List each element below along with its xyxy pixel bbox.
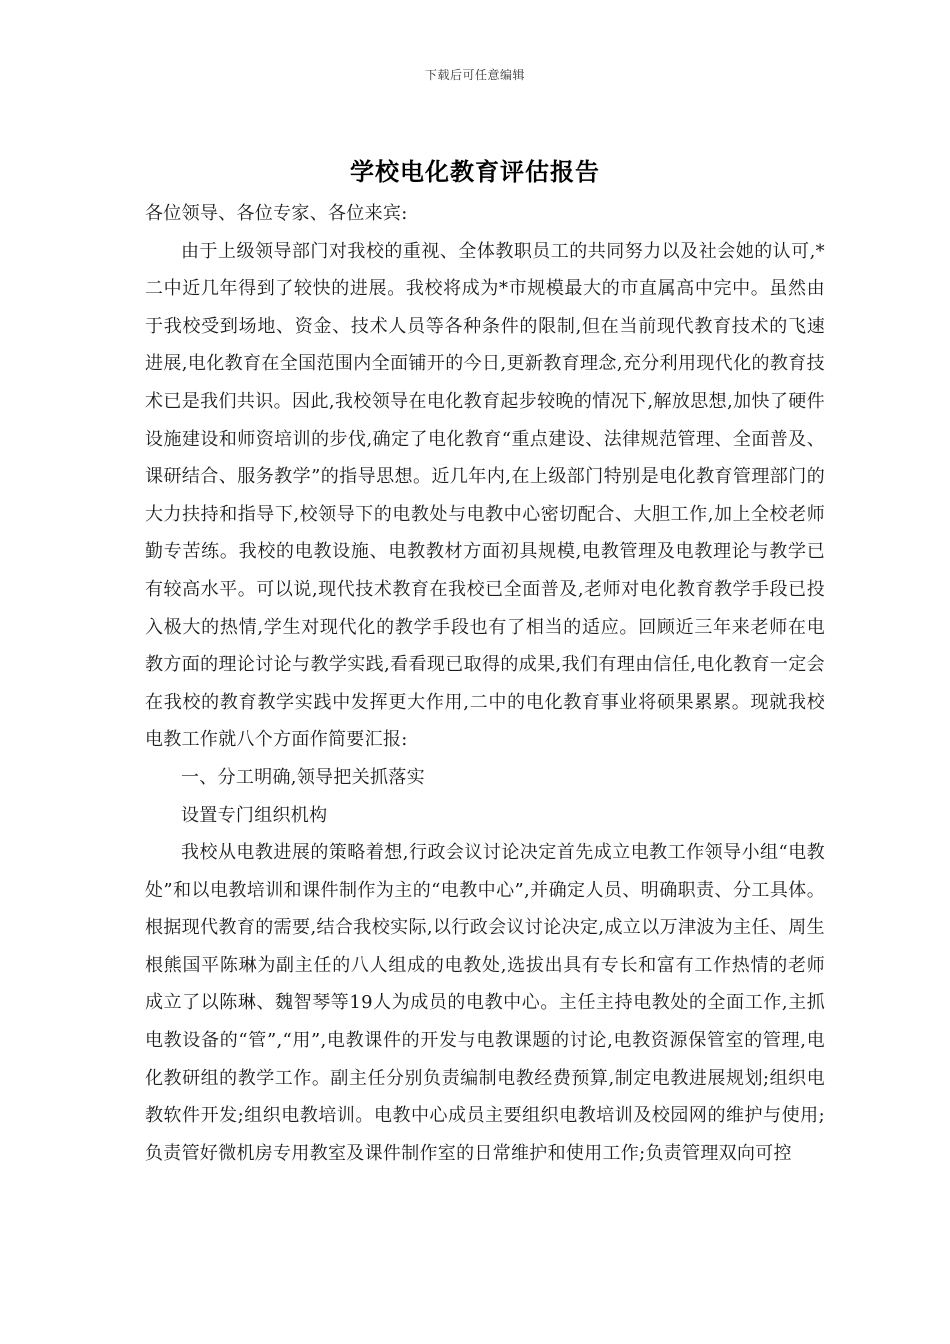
paragraph-intro: 由于上级领导部门对我校的重视、全体教职员工的共同努力以及社会她的认可,*二中近几年得到了较快的进展。我校将成为*市规模最大的市直属高中完中。虽然由于我校受到场地、资金、技术人员等各种条件的限制,但在当前现代教育技术的飞速进展,电化教育在全国范围内全面铺开的今日,更新教育理念,充分利用现代化的教育技术已是我们共识。因此,我校领导在电化教育起步较晚的情况下,解放思想,加快了硬件设施建设和师资培训的步伐,确定了电化教育“重点建设、法律规范管理、全面普及、课研结合、服务教学”的指导思想。近几年内,在上级部门特别是电化教育管理部门的大力扶持和指导下,校领导下的电教处与电教中心密切配合、大胆工作,加上全校老师勤专苦练。我校的电教设施、电教教材方面初具规模,电教管理及电教理论与教学已有较高水平。可以说,现代技术教育在我校已全面普及,老师对电化教育教学手段已投入极大的热情,学生对现代化的教学手段也有了相当的适应。回顾近三年来老师在电教方面的理论讨论与教学实践,看看现已取得的成果,我们有理由信任,电化教育一定会在我校的教育教学实践中发挥更大作用,二中的电化教育事业将硕果累累。现就我校电教工作就八个方面作简要汇报: — [145, 240, 825, 751]
salutation: 各位领导、各位专家、各位来宾: — [145, 203, 408, 224]
document-title: 学校电化教育评估报告 — [350, 157, 600, 186]
section-heading-1: 一、分工明确,领导把关抓落实 — [181, 766, 425, 788]
document-body — [145, 195, 825, 1172]
header-note: 下载后可任意编辑 — [424, 68, 525, 82]
paragraph-organization: 我校从电教进展的策略着想,行政会议讨论决定首先成立电教工作领导小组“电教处”和以电教培训和课件制作为主的“电教中心”,并确定人员、明确职责、分工具体。根据现代教育的需要,结合我校实际,以行政会议讨论决定,成立以万津波为主任、周生根熊国平陈琳为副主任的八人组成的电教处,选拔出具有专长和富有工作热情的老师成立了以陈琳、魏智琴等19人为成员的电教中心。主任主持电教处的全面工作,主抓电教设备的“管”,“用”,电教课件的开发与电教课题的讨论,电教资源保管室的管理,电化教研组的教学工作。副主任分别负责编制电教经费预算,制定电教进展规划;组织电教软件开发;组织电教培训。电教中心成员主要组织电教培训及校园网的维护与使用;负责管好微机房专用教室及课件制作室的日常维护和使用工作;负责管理双向可控 — [145, 842, 825, 1164]
subsection-heading: 设置专门组织机构 — [181, 804, 328, 826]
